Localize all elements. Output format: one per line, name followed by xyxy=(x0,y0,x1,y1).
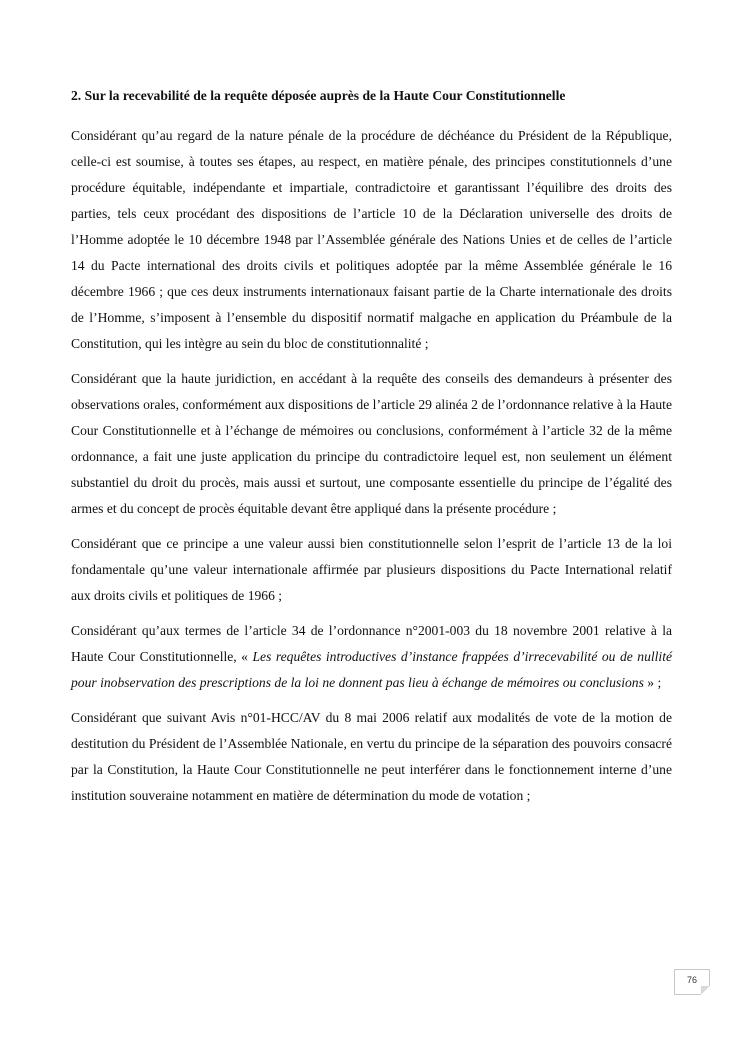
quote-intro: Considérant qu’aux termes de l’article 34 de l’ordonnance n°2001-003 du 18 novembre 2001 relative à la Haute Cour Constitutionnelle, « xyxy=(71,623,672,664)
page-curl-icon xyxy=(701,986,710,995)
section-heading: 2. Sur la recevabilité de la requête déposée auprès de la Haute Cour Constitutionnelle xyxy=(71,88,566,103)
page-number: 76 xyxy=(686,975,697,985)
document-page xyxy=(71,86,672,818)
paragraph-3: Considérant que ce principe a une valeur aussi bien constitutionnelle selon l’esprit de l’article 13 de la loi fondamentale qu’une valeur internationale affirmée par plusieurs dispositions du Pacte International relatif aux droits civils et politiques de 1966 ; xyxy=(71,536,672,603)
paragraph-1: Considérant qu’au regard de la nature pénale de la procédure de déchéance du Président de la République, celle-ci est soumise, à toutes ses étapes, au respect, en matière pénale, des principes constitutionnels d’une procédure équitable, indépendante et impartiale, contradictoire et garantissant l’équilibre des droits des parties, tels ceux procédant des dispositions de l’article 10 de la Déclaration universelle des droits de l’Homme adoptée le 10 décembre 1948 par l’Assemblée générale des Nations Unies et de celles de l’article 14 du Pacte international des droits civils et politiques adoptée par la même Assemblée générale le 16 décembre 1966 ; que ces deux instruments internationaux faisant partie de la Charte internationale des droits de l’Homme, s’imposent à l’ensemble du dispositif normatif malgache en application du Préambule de la Constitution, qui les intègre au sein du bloc de constitutionnalité ; xyxy=(71,128,672,351)
paragraph-5: Considérant que suivant Avis n°01-HCC/AV du 8 mai 2006 relatif aux modalités de vote de la motion de destitution du Président de l’Assemblée Nationale, en vertu du principe de la séparation des pouvoirs consacré par la Constitution, la Haute Cour Constitutionnelle ne peut interférer dans le fonctionnement interne d’une institution souveraine notamment en matière de détermination du mode de votation ; xyxy=(71,710,672,803)
page-number-badge xyxy=(674,969,710,995)
quoted-article-text: Les requêtes introductives d’instance frappées d’irrecevabilité ou de nullité pour inobservation des prescriptions de la loi ne donnent pas lieu à échange de mémoires ou conclusions xyxy=(71,649,673,690)
paragraph-4-quote xyxy=(71,618,672,696)
paragraph-2: Considérant que la haute juridiction, en accédant à la requête des conseils des demandeurs à présenter des observations orales, conformément aux dispositions de l’article 29 alinéa 2 de l’ordonnance relative à la Haute Cour Constitutionnelle et à l’échange de mémoires ou conclusions, conformément à l’article 32 de la même ordonnance, a fait une juste application du principe du contradictoire lequel est, non seulement un élément substantiel du droit du procès, mais aussi et surtout, une composante essentielle du principe de l’égalité des armes et du concept de procès équitable devant être appliqué dans la présente procédure ; xyxy=(71,371,672,516)
quote-outro: » ; xyxy=(643,675,662,690)
